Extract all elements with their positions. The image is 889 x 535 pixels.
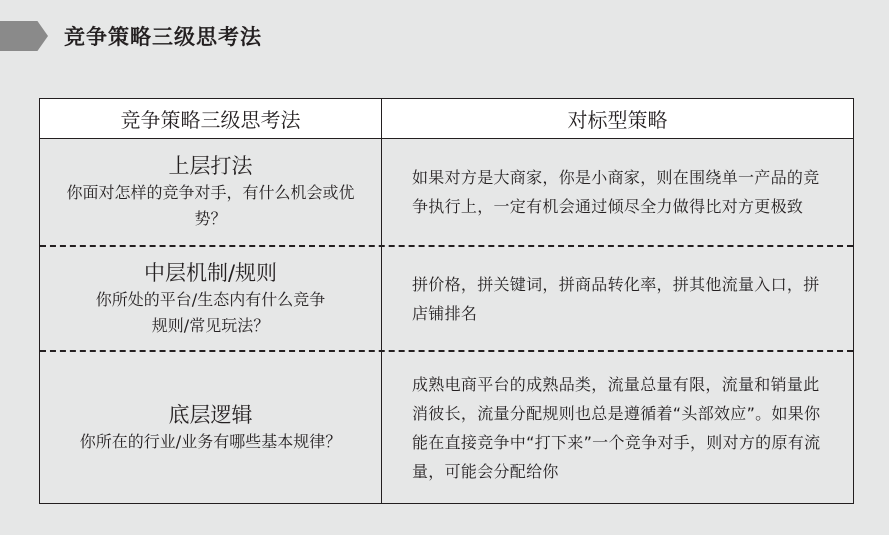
- level-cell: [40, 139, 381, 245]
- table-row: [40, 352, 853, 503]
- section-arrow-icon: [0, 21, 48, 51]
- table-row: [40, 247, 853, 352]
- column-header-thinking-method: 竞争策略三级思考法: [120, 107, 301, 132]
- page-title: 竞争策略三级思考法: [64, 25, 262, 49]
- column-header-benchmark-strategy: 对标型策略: [567, 107, 668, 132]
- level-question: 你所处的平台/生态内有什么竞争规则/常见玩法？: [95, 289, 326, 335]
- strategy-cell: [412, 247, 822, 350]
- level-cell: [40, 352, 381, 503]
- column-divider: [381, 99, 382, 503]
- level-cell: [40, 247, 381, 350]
- strategy-text: 如果对方是大商家，你是小商家，则在围绕单一产品的竞争执行上，一定有机会通过倾尽全力做得比对方更极致: [412, 168, 820, 216]
- strategy-text: 拼价格，拼关键词，拼商品转化率，拼其他流量入口，拼店铺排名: [412, 274, 820, 323]
- level-title: 底层逻辑: [168, 402, 253, 427]
- strategy-cell: [412, 352, 822, 503]
- strategy-cell: [412, 139, 822, 245]
- level-title: 上层打法: [168, 154, 253, 178]
- strategy-text: 成熟电商平台的成熟品类，流量总量有限，流量和销量此消彼长，流量分配规则也总是遵循着“头部效应”。如果你能在直接竞争中“打下来”一个竞争对手，则对方的原有流量，可能会分配给你: [412, 374, 821, 481]
- strategy-table: [39, 98, 854, 504]
- table-row: [40, 139, 853, 247]
- level-question: 你面对怎样的竞争对手，有什么机会或优势？: [66, 183, 355, 228]
- level-question: 你所在的行业/业务有哪些基本规律？: [79, 431, 342, 451]
- page-header: [0, 20, 262, 52]
- table-header-row: [40, 99, 853, 139]
- level-title: 中层机制/规则: [143, 260, 278, 285]
